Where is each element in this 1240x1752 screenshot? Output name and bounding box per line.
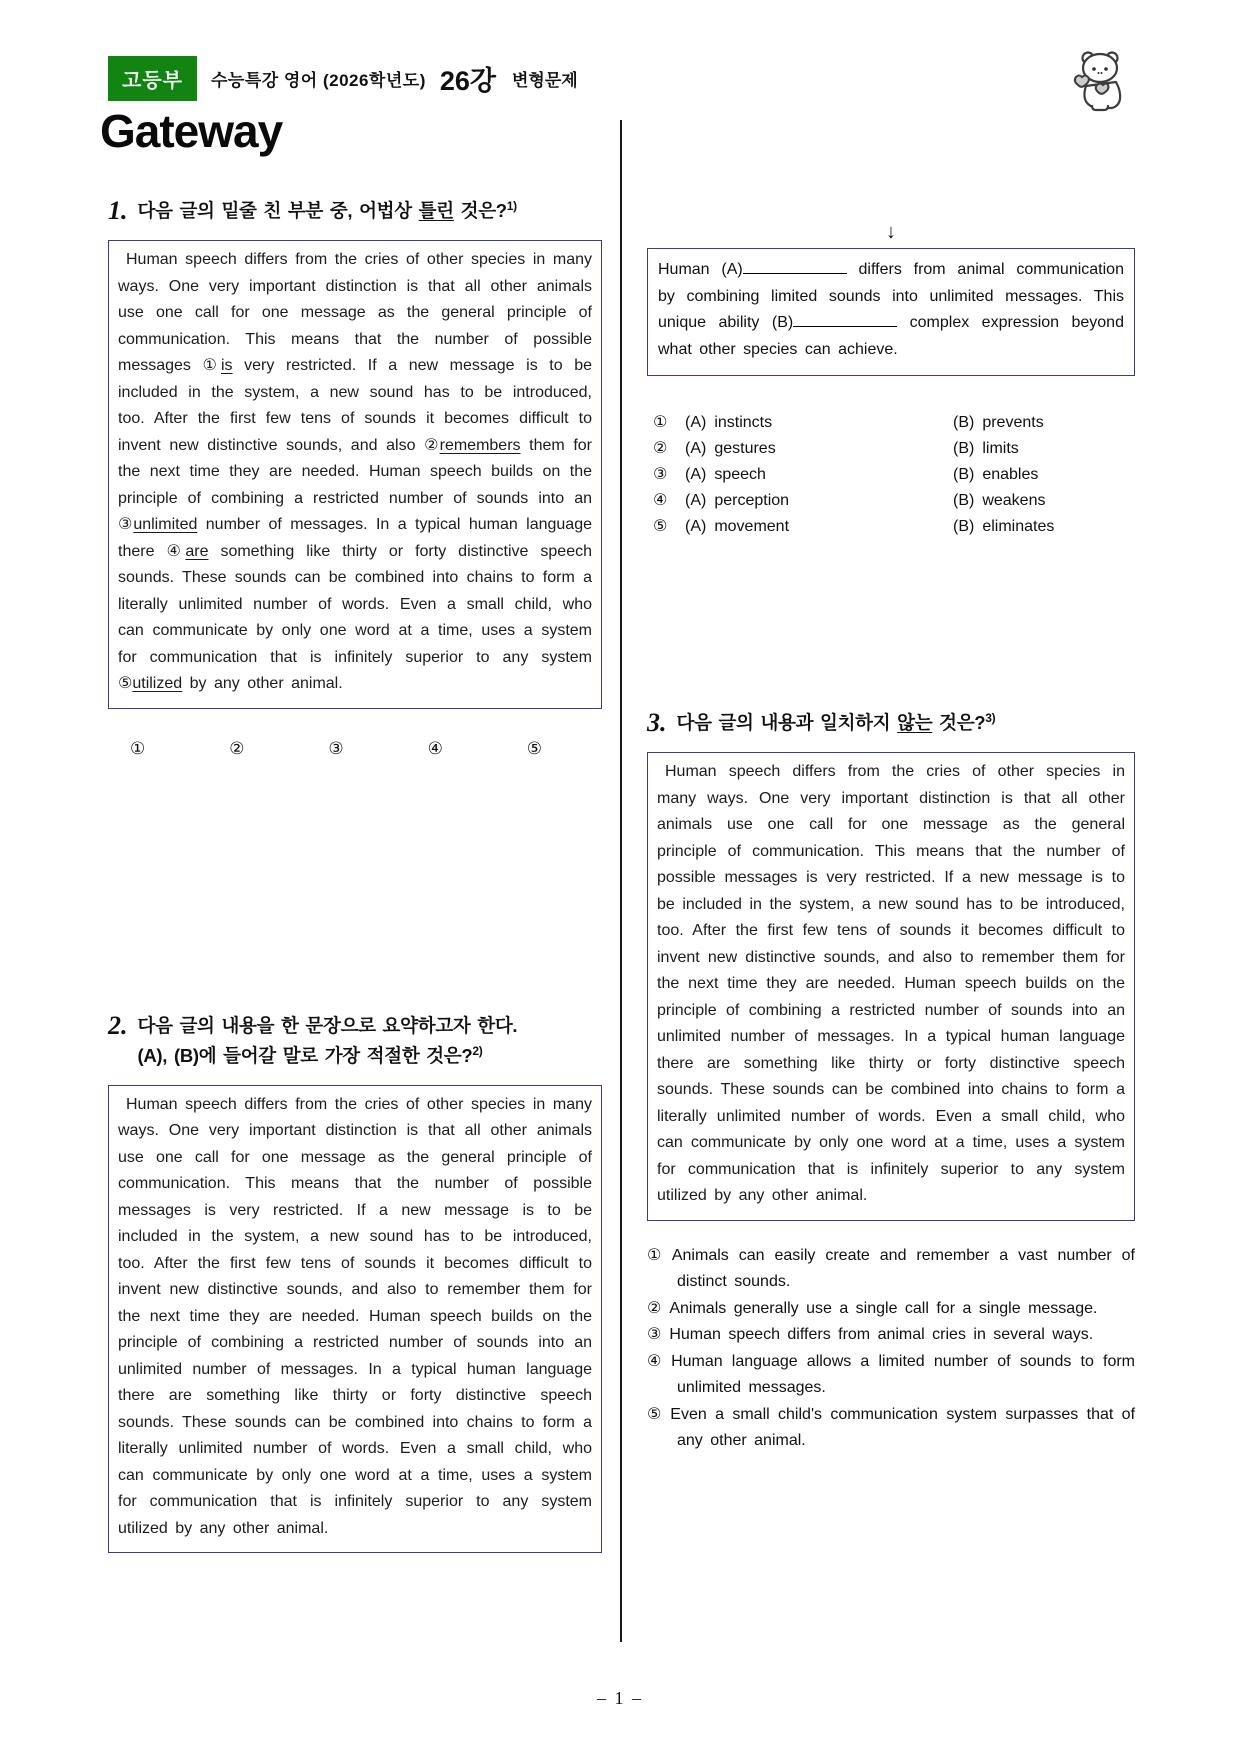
question-1-number: 1.: [108, 196, 128, 225]
question-1-prompt: 다음 글의 밑줄 친 부분 중, 어법상 틀린 것은?$^{1)}$: [137, 198, 517, 221]
question-2-header: [108, 1011, 602, 1071]
choice-b: (B) limits: [953, 440, 1019, 457]
choice-a: (A) gestures: [685, 440, 776, 457]
question-1-header: [108, 196, 602, 226]
summary-sentence-box: [647, 248, 1135, 376]
column-divider: [620, 120, 622, 1642]
answer-marker: ⑤: [526, 738, 542, 758]
choice-a: (A) instincts: [685, 414, 773, 431]
question-2-choices: [653, 410, 1135, 540]
underlined-option: ①is: [202, 357, 233, 374]
summary-text: differs from animal communication by combining limited sounds into unlimited messages. This unique ability: [658, 261, 1124, 331]
prompt-underlined-word: 않는: [897, 712, 933, 733]
statement-item: ⑤ Even a small child's communication system surpasses that of any other animal.: [647, 1405, 1136, 1449]
blank-b-line: [793, 313, 897, 327]
question-3-passage-box: [647, 752, 1135, 1221]
left-column: [108, 196, 602, 1553]
statement-item: ③ Human speech differs from animal cries in several ways.: [647, 1326, 1094, 1343]
choice-row: ① (A) instincts (B) prevents: [653, 410, 1135, 436]
right-column: [647, 196, 1135, 1455]
choice-a: (A) perception: [685, 492, 790, 509]
passage-text: Human speech differs from the cries of other species in many ways. One very important distinction is that all other animals use one call for one message as the general principle of communication. This means that the number of possible messages is very restricted. If a new message is to be included in the system, a new sound has to be introduced, too. After the first few tens of sounds it becomes difficult to invent new distinctive sounds, and also to remember them for the next time they are needed. Human speech builds on the principle of combining a restricted number of sounds into an unlimited number of messages. In a typical human language there are something like thirty or forty distinctive speech sounds. These sounds can be combined into chains to form a literally unlimited number of words. Even a small child, who can communicate by only one word at a time, uses a system for communication that is infinitely superior to any system utilized by any other animal.: [118, 1095, 592, 1537]
page-header: [108, 55, 578, 101]
choice-b: (B) eliminates: [953, 518, 1055, 535]
page-number: – 1 –: [597, 1688, 643, 1708]
question-2-passage-box: [108, 1085, 602, 1554]
footnote-ref: 3): [985, 710, 996, 725]
question-1-answer-row: [130, 739, 542, 759]
answer-marker: ④: [427, 738, 443, 758]
choice-row: ② (A) gestures (B) limits: [653, 436, 1135, 462]
prompt-underlined-word: 틀린: [418, 200, 454, 221]
statement-item: ② Animals generally use a single call for a single message.: [647, 1299, 1098, 1317]
summary-text: Human: [658, 261, 710, 278]
blank-b-label: (B): [771, 314, 794, 331]
answer-marker: ③: [328, 738, 344, 758]
passage-text: Human speech differs from the cries of other species in many ways. One very important distinction is that all other animals use one call for one message as the general principle of communication. This means that the number of possible messages is very restricted. If a new message is to be included in the system, a new sound has to be introduced, too. After the first few tens of sounds it becomes difficult to invent new distinctive sounds, and also to remember them for the next time they are needed. Human speech builds on the principle of combining a restricted number of sounds into an unlimited number of messages. In a typical human language there are something like thirty or forty distinctive speech sounds. These sounds can be combined into chains to form a literally unlimited number of words. Even a small child, who can communicate by only one word at a time, uses a system for communication that is infinitely superior to any system utilized by any other animal.: [657, 763, 1125, 1204]
choice-row: ③ (A) speech (B) enables: [653, 462, 1135, 488]
question-2-number: 2.: [108, 1010, 128, 1040]
question-1-passage-box: Human speech differs from the cries of other species in many ways. One very important distinction is that all other animals use one call for one message as the general principle of communication. This means that the number of possible messages ①is very restricted. If a new message is to be included in the system, a new sound has to be introduced, too. After the first few tens of sounds it becomes difficult to invent new distinctive sounds, and also ②remembers them for the next time they are needed. Human speech builds on the principle of combining a restricted number of sounds into an ③unlimited number of messages. In a typical human language there ④are something like thirty or forty distinctive speech sounds. These sounds can be combined into chains to form a literally unlimited number of words. Even a small child, who can communicate by only one word at a time, uses a system for communication that is infinitely superior to any system ⑤utilized by any other animal.: [108, 240, 602, 709]
down-arrow-icon: ↓: [886, 221, 896, 243]
underlined-option: ④are: [166, 542, 209, 560]
page-title: Gateway: [100, 105, 283, 157]
lecture-number: 26강: [439, 65, 496, 96]
choice-a: (A) movement: [685, 518, 790, 535]
summary-text: complex expression beyond what other species can achieve.: [658, 314, 1124, 358]
choice-b: (B) weakens: [953, 492, 1046, 509]
choice-row: ⑤ (A) movement (B) eliminates: [653, 514, 1135, 540]
blank-a-label: (A): [721, 261, 743, 278]
question-3-statements: [647, 1243, 1135, 1455]
underlined-option: ③unlimited: [118, 516, 198, 533]
statement-item: ④ Human language allows a limited number of sounds to form unlimited messages.: [647, 1352, 1136, 1396]
blank-a-line: [743, 260, 847, 274]
bear-with-hearts-icon: [1068, 48, 1134, 112]
answer-marker: ②: [229, 738, 245, 758]
question-3-prompt: 다음 글의 내용과 일치하지 않는 것은?$^{3)}$: [676, 710, 996, 733]
question-2-prompt: 다음 글의 내용을 한 문장으로 요약하고자 한다. (A), (B)에 들어갈 말로 가장 적절한 것은?$^{2)}$: [137, 1014, 518, 1066]
level-badge: 고등부: [108, 56, 197, 101]
footnote-ref: 2): [472, 1043, 483, 1058]
choice-row: ④ (A) perception (B) weakens: [653, 488, 1135, 514]
underlined-option: ②remembers: [424, 436, 521, 454]
question-3-number: 3.: [647, 708, 667, 737]
question-3-header: [647, 708, 1135, 738]
answer-marker: ①: [130, 738, 146, 758]
doc-type-label: 변형문제: [511, 70, 578, 90]
choice-b: (B) prevents: [953, 414, 1044, 431]
footnote-ref: 1): [506, 198, 517, 213]
choice-b: (B) enables: [953, 466, 1039, 483]
course-title: 수능특강 영어 (2026학년도): [210, 70, 426, 90]
choice-a: (A) speech: [685, 466, 766, 483]
underlined-option: ⑤utilized: [118, 675, 183, 692]
statement-item: ① Animals can easily create and remember a vast number of distinct sounds.: [647, 1246, 1135, 1290]
